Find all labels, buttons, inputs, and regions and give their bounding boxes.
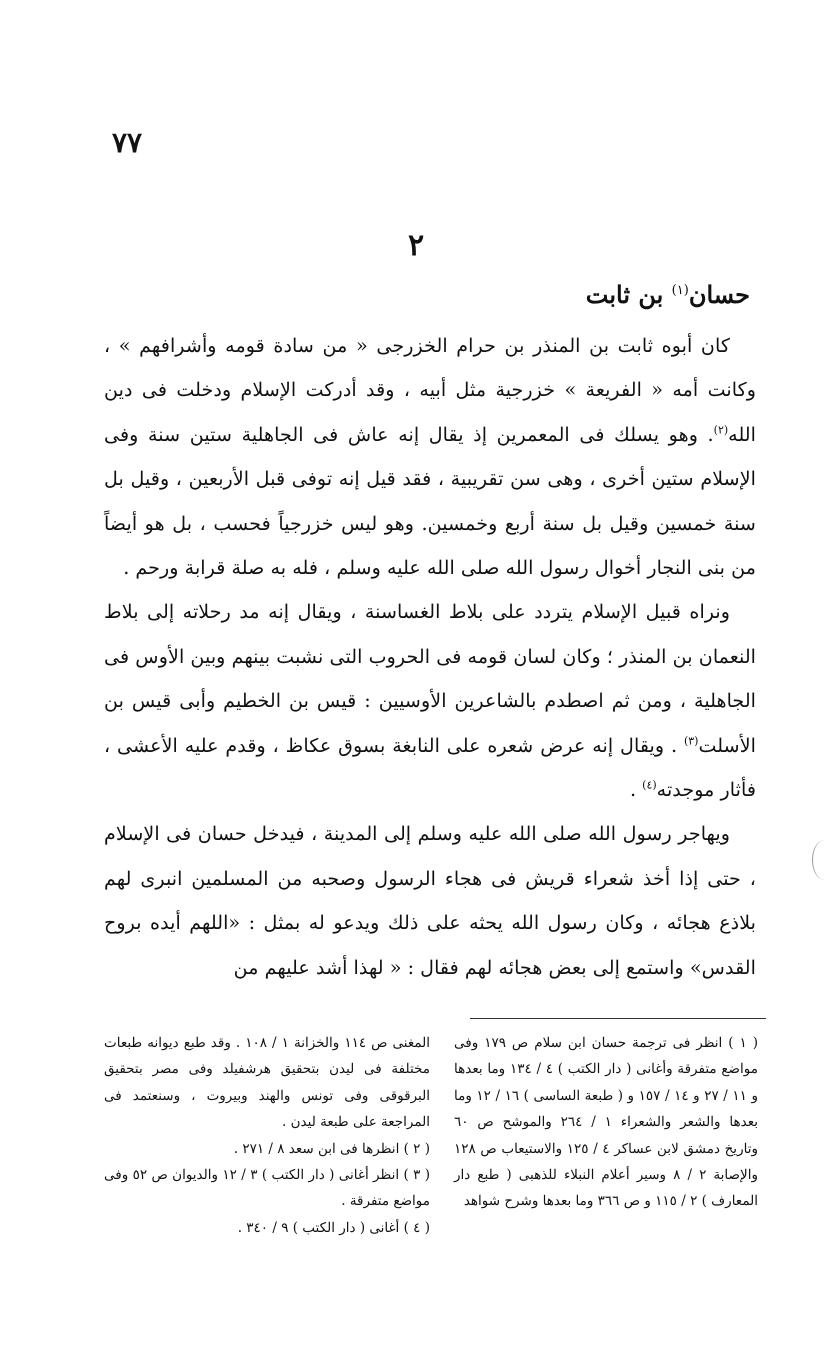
- footnote-3: ( ٣ ) انظر أغانى ( دار الكتب ) ٣ / ١٢ والديوان ص ٥٢ وفى مواضع متفرقة .: [104, 1167, 430, 1210]
- paragraph-2-middle: . ويقال إنه عرض شعره على النابغة بسوق عكاظ ، وقدم عليه الأعشى ، فأثار موجدته: [104, 733, 756, 802]
- paragraph-1-continued: . وهو يسلك فى المعمرين إذ يقال إنه عاش فى الجاهلية ستين سنة وفى الإسلام ستين أخرى ، وهى سن تقريبية ، فقد قيل إنه توفى قبل الأربعين ، وقيل بل سنة خمسين وقيل بل سنة أربع وخمسين. وهو ليس خزرجياً فحسب ، بل هو أيضاً من بنى النجار أخوال رسول الله صلى الله عليه وسلم ، فله به صلة قرابة ورحم .: [104, 422, 756, 580]
- paragraph-2-text: ونراه قبيل الإسلام يتردد على بلاط الغساسنة ، ويقال إنه مد رحلاته إلى بلاط النعمان بن المنذر ؛ وكان لسان قومه فى الحروب التى نشبت بينهم وبين الأوس فى الجاهلية ، ومن ثم اصطدم بالشاعرين الأوسيين : قيس بن الخطيم وأبى قيس بن الأسلت: [104, 600, 756, 757]
- paragraph-1: [104, 324, 756, 590]
- margin-mark: [812, 840, 832, 880]
- footnote-ref-2[interactable]: (٢): [713, 423, 729, 437]
- footnotes-left-column: [104, 1030, 430, 1241]
- footnote-4: ( ٤ ) أغانى ( دار الكتب ) ٩ / ٣٤٠ .: [237, 1219, 430, 1236]
- paragraph-3: ويهاجر رسول الله صلى الله عليه وسلم إلى المدينة ، فيدخل حسان فى الإسلام ، حتى إذا أخذ شعراء قريش فى هجاء الرسول وصحبه من المسلمين انبرى لهم بلاذع هجائه ، وكان رسول الله يحثه على ذلك ويدعو له بمثل : «اللهم أيده بروح القدس» واستمع إلى بعض هجائه لهم فقال : « لهذا أشد عليهم من: [104, 822, 756, 979]
- title-rest: بن ثابت: [585, 280, 672, 309]
- footnotes-right-column: [454, 1030, 758, 1215]
- footnote-rule: [470, 1018, 766, 1019]
- paragraph-2: [104, 590, 756, 812]
- paragraph-2-end: .: [629, 778, 643, 802]
- body-text: [104, 324, 756, 990]
- title-name: حسان: [688, 280, 750, 309]
- chapter-number: ٢: [407, 228, 425, 263]
- paragraph-1-text: كان أبوه ثابت بن المنذر بن حرام الخزرجى « من سادة قومه وأشرافهم » ، وكانت أمه « الفريعة » خزرجية مثل أبيه ، وقد أدركت الإسلام ودخلت فى دين الله: [104, 334, 756, 446]
- footnote-ref-3[interactable]: (٣): [683, 734, 699, 748]
- page-number: ٧٧: [112, 126, 143, 159]
- footnote-ref-4[interactable]: (٤): [642, 778, 657, 792]
- title-footnote-ref[interactable]: (١): [671, 283, 689, 298]
- footnote-1: ( ١ ) انظر فى ترجمة حسان ابن سلام ص ١٧٩ وفى مواضع متفرقة وأغانى ( دار الكتب ) ٤ / ١٣٤ وما بعدها و ١١ / ٢٧ و ١٤ / ١٥٧ و ( طبعة الساسى ) ١٦ / ١٢ وما بعدها والشعر والشعراء ١ / ٢٦٤ والموشح ص ٦٠ وتاريخ دمشق لابن عساكر ٤ / ١٢٥ والاستيعاب ص ١٢٨ والإصابة ٢ / ٨ وسير أعلام النبلاء للذهبى ( طبع دار المعارف ) ٢ / ١١٥ و ص ٣٦٦ وما بعدها وشرح شواهد: [454, 1035, 758, 1210]
- footnote-2: ( ٢ ) انظرها فى ابن سعد ٨ / ٢٧١ .: [233, 1140, 430, 1157]
- footnote-1-continued: المغنى ص ١١٤ والخزانة ١ / ١٠٨ . وقد طبع ديوانه طبعات مختلفة فى ليدن بتحقيق هرشفيلد وفى مصر بتحقيق البرقوقى وفى تونس والهند وبيروت ، وسنعتمد فى المراجعة على طبعة ليدن .: [104, 1035, 431, 1131]
- section-title: [586, 280, 750, 309]
